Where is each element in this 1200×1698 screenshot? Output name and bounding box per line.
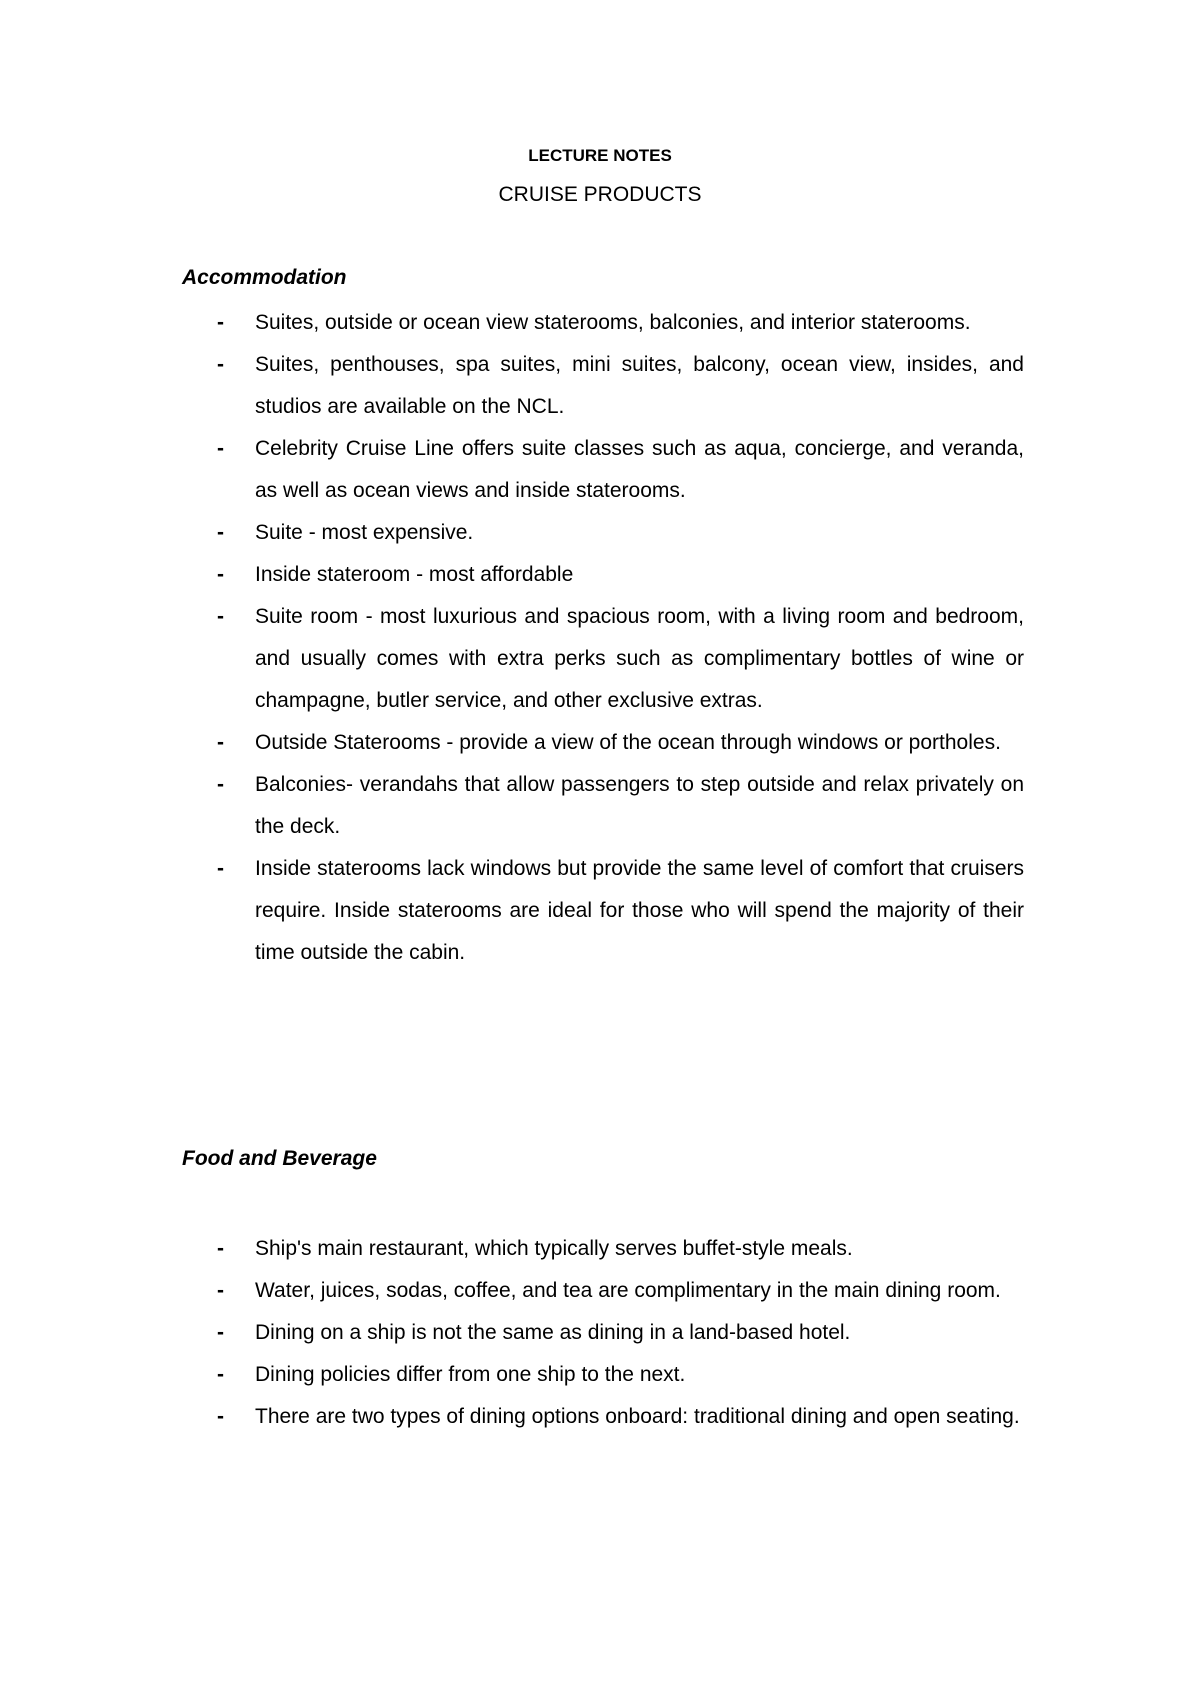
bullet-dash: - bbox=[217, 773, 224, 796]
list-item-text: Dining on a ship is not the same as dining in a land-based hotel. bbox=[255, 1321, 851, 1344]
list-item-text: Inside stateroom - most affordable bbox=[255, 563, 574, 586]
bullet-dash: - bbox=[217, 521, 224, 544]
bullet-dash: - bbox=[217, 731, 224, 754]
list-item bbox=[182, 722, 1024, 764]
bullet-dash: - bbox=[217, 1321, 224, 1344]
section-heading: Accommodation bbox=[182, 266, 347, 289]
list-item bbox=[182, 596, 1024, 722]
list-item bbox=[182, 848, 1024, 974]
list-item bbox=[182, 554, 1024, 596]
section-accommodation bbox=[182, 265, 1024, 974]
bullet-dash: - bbox=[217, 1279, 224, 1302]
list-item bbox=[182, 1228, 1024, 1270]
list-item bbox=[182, 1312, 1024, 1354]
bullet-list bbox=[182, 1228, 1024, 1438]
list-item-text: Dining policies differ from one ship to the next. bbox=[255, 1363, 686, 1386]
bullet-dash: - bbox=[217, 857, 224, 880]
bullet-list bbox=[182, 302, 1024, 974]
bullet-dash: - bbox=[217, 353, 224, 376]
bullet-dash: - bbox=[217, 311, 224, 334]
list-item bbox=[182, 302, 1024, 344]
bullet-dash: - bbox=[217, 1405, 224, 1428]
list-item-text: Suite room - most luxurious and spacious room, with a living room and bedroom, and usually comes with extra perks such as complimentary bottles of wine or champagne, butler service, and other exclusive extras. bbox=[255, 605, 1024, 712]
list-item-text: There are two types of dining options onboard: traditional dining and open seating. bbox=[255, 1405, 1020, 1428]
document-label: LECTURE NOTES bbox=[528, 146, 672, 165]
section-heading: Food and Beverage bbox=[182, 1147, 377, 1170]
list-item bbox=[182, 1354, 1024, 1396]
list-item-text: Suites, outside or ocean view staterooms, balconies, and interior staterooms. bbox=[255, 311, 971, 334]
bullet-dash: - bbox=[217, 1363, 224, 1386]
bullet-dash: - bbox=[217, 1237, 224, 1260]
list-item-text: Suites, penthouses, spa suites, mini suites, balcony, ocean view, insides, and studios are available on the NCL. bbox=[255, 353, 1024, 418]
list-item-text: Suite - most expensive. bbox=[255, 521, 474, 544]
list-item bbox=[182, 428, 1024, 512]
list-item-text: Ship's main restaurant, which typically serves buffet-style meals. bbox=[255, 1237, 853, 1260]
list-item bbox=[182, 344, 1024, 428]
list-item-text: Balconies- verandahs that allow passengers to step outside and relax privately on the deck. bbox=[255, 773, 1024, 838]
list-item-text: Water, juices, sodas, coffee, and tea are complimentary in the main dining room. bbox=[255, 1279, 1001, 1302]
section-food-and-beverage bbox=[182, 1146, 1024, 1438]
list-item bbox=[182, 764, 1024, 848]
list-item bbox=[182, 512, 1024, 554]
list-item bbox=[182, 1396, 1024, 1438]
list-item bbox=[182, 1270, 1024, 1312]
bullet-dash: - bbox=[217, 605, 224, 628]
bullet-dash: - bbox=[217, 437, 224, 460]
list-item-text: Outside Staterooms - provide a view of the ocean through windows or portholes. bbox=[255, 731, 1001, 754]
list-item-text: Celebrity Cruise Line offers suite classes such as aqua, concierge, and veranda, as well as ocean views and inside staterooms. bbox=[255, 437, 1024, 502]
list-item-text: Inside staterooms lack windows but provide the same level of comfort that cruisers require. Inside staterooms are ideal for those who will spend the majority of their time outside the cabin. bbox=[255, 857, 1024, 964]
document-title: CRUISE PRODUCTS bbox=[498, 183, 702, 206]
bullet-dash: - bbox=[217, 563, 224, 586]
